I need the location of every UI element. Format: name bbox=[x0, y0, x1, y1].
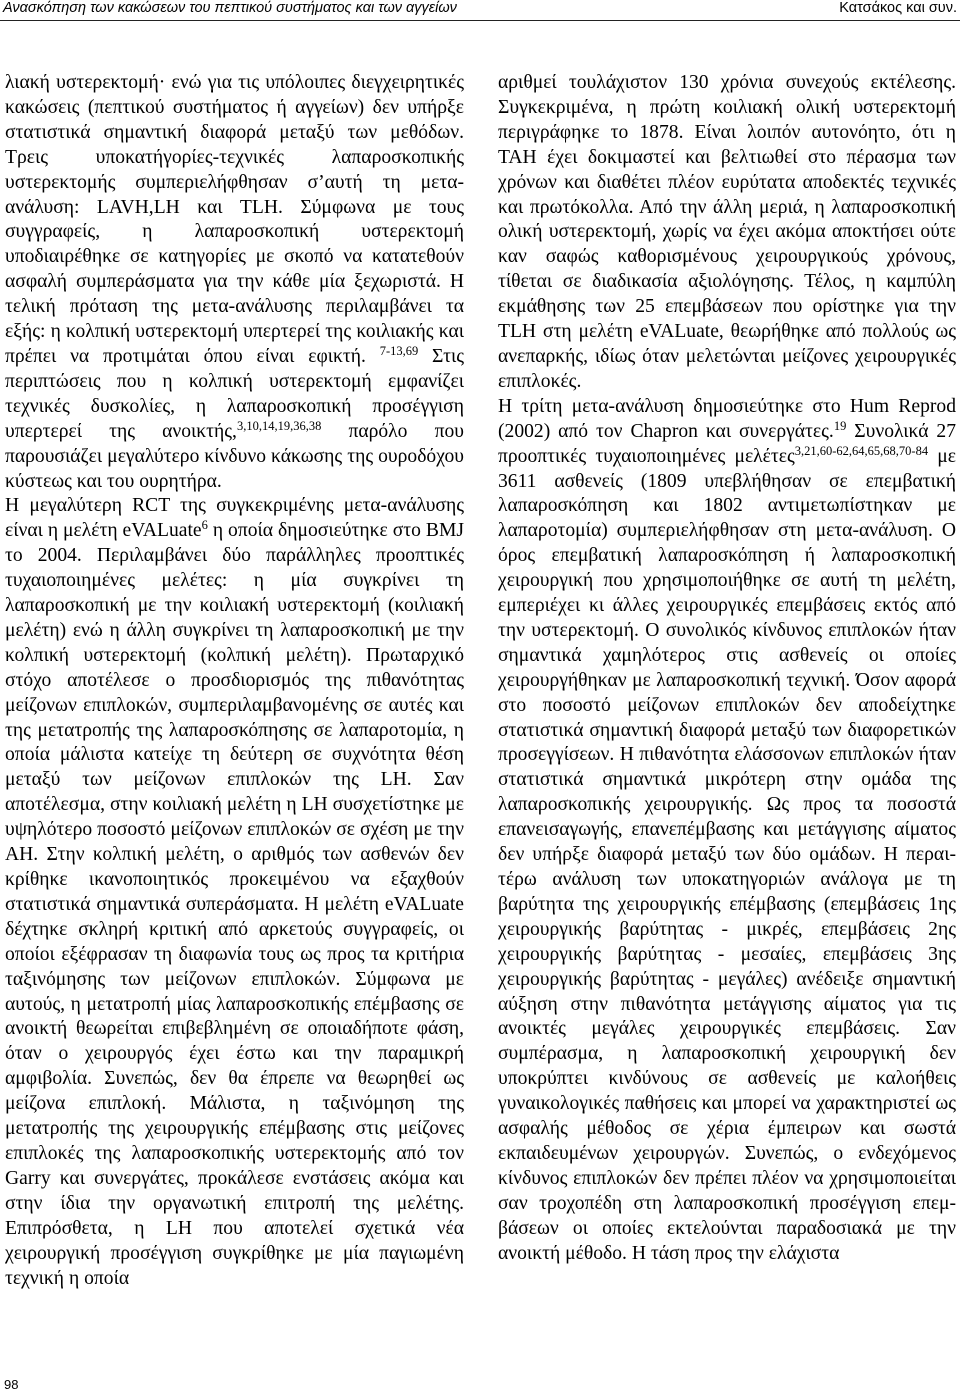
citation-superscript: 3,21,60-62,64,65,68,70-84 bbox=[794, 443, 929, 458]
paragraph bbox=[5, 494, 464, 1291]
citation-superscript: 19 bbox=[833, 418, 847, 433]
paragraph bbox=[5, 71, 464, 494]
text-run: με 3611 ασθενείς (1809 υπεβλήθησαν σε επεμβατική λαπαροσκόπηση και 1802 αντιμετωπίστηκαν με λαπαροτομία) συμπεριελήφθησαν στη μετα-ανάλυση. Ο όρος επεμβατική λαπαροσκόπηση ή λαπαροσκοπική χειρουργική που χρησιμοποιήθηκε σε αυτή τη μελέτη, εμπεριέχει κι άλλες χειρουργικές επεμβάσεις εκτός από την υστερεκτομή. Ο συνολικός κίνδυνος επιπλοκών ήταν σημαντικά χαμηλότερος στις ασθενείς οι οποίες χειρουργήθηκαν με λαπαροσκοπική τεχνική. Όσον αφορά στο ποσοστό μείζονων επιπλοκών δεν αποδείχτηκε στατιστικά σημαντική διαφορά μεταξύ των διαφορετικών προσεγγίσεων. Η πιθανότητα ελάσσονων επιπλοκών ήταν στατιστικά σημαντικά μικρότερη στην ομάδα της λαπαροσκοπικής χειρουργικής. Ως προς τα ποσοστά επανεισαγωγής, επανεπέμβασης και μετάγγισης αίματος δεν υπήρξε διαφορά μεταξύ των δύο ομάδων. Η περαιτέρω ανάλυση των υποκατηγοριών ανάλογα με τη βαρύτητα της χειρουργικής επέμβασης (επεμβάσεις 1ης χειρουργικής βαρύτητας - μικρές, επεμβάσεις 2ης χειρουργικής βαρύτητας - μεσαίες, επεμβάσεις 3ης χειρουργικής βαρύτητας - μεγάλες) ανέδειξε σημαντική αύξηση στην πιθανότητα μετάγγισης αίματος για τις ανοικτές μεγάλες χειρουργικές επεμβάσεις. Σαν συμπέρασμα, η λαπαροσκοπική χειρουργική δεν υποκρύπτει κινδύνους σε ασθενείς με καλοήθεις γυναικολογικές παθήσεις και μπορεί να χαρακτηριστεί ως ασφαλής μέθοδος σε χέρια έμπειρων και σωστά εκπαιδευμένων χειρουργών. Συνεπώς, ο ενδεχόμενος κίνδυνος επιπλοκών δεν πρέπει πλέον να χρησιμοποιείται σαν τροχοπέδη στη λαπαροσκοπική προσέγγιση επεμβάσεων οι οποίες εκτελούνται παραδοσιακά με την ανοικτή μέθοδο. Η τάση προς την ελάχιστα bbox=[498, 445, 956, 1264]
page-number: 98 bbox=[4, 1377, 19, 1392]
running-header bbox=[0, 0, 960, 21]
left-column bbox=[5, 71, 464, 1291]
text-run: Συνολικά 27 προοπτικές τυχαιοποιημένες μελέτες bbox=[498, 420, 956, 467]
citation-superscript: 6 bbox=[201, 518, 208, 533]
running-title: Ανασκόπηση των κακώσεων του πεπτικού συστήματος και των αγγείων bbox=[3, 0, 457, 16]
citation-superscript: 7-13,69 bbox=[379, 343, 419, 358]
paragraph bbox=[498, 395, 956, 1267]
running-authors: Κατσάκος και συν. bbox=[839, 0, 957, 16]
paragraph bbox=[498, 71, 956, 395]
text-run: αριθμεί τουλάχιστον 130 χρόνια συνεχούς εκτέλεσης. Συγκεκριμένα, η πρώτη κοιλιακή ολική υστερεκτομή περιγράφηκε το 1878. Είναι λοιπόν αυτονόητο, ότι η TAH έχει δοκιμαστεί και βελτιωθεί στο πέρασμα των χρόνων και διαθέτει πλέον ευρύτατα αποδεκτές τεχνικές και πρωτόκολλα. Από την άλλη μεριά, η λαπαροσκοπική ολική υστερεκτομή, χωρίς να έχει ακόμα αποκτήσει ούτε καν σαφώς καθορισμένους χειρουργικούς χρόνους, τίθεται σε διαδικασία αξιολόγησης. Τέλος, η καμπύλη εκμάθησης των 25 επεμβάσεων που ορίστηκε για την TLH στη μελέτη eVALuate, θεωρήθηκε από πολλούς ως ανεπαρκής, ιδίως όταν μελετώνται μείζονες χειρουργικές επιπλοκές. bbox=[498, 72, 956, 392]
text-run: λιακή υστερεκτομή· ενώ για τις υπόλοιπες διεγχειρητικές κακώσεις (πεπτικού συστήματος ή αγγείων) δεν υπήρξε στατιστικά σημαντική διαφορά μεταξύ των μεθόδων. Τρεις υποκατήγορίες-τεχνικές λαπαροσκοπικής υστερεκτομής συμπεριελήφθησαν σ’αυτή τη μετα-ανάλυση: LAVH,LH και TLH. Σύμφωνα με τους συγγραφείς, η λαπαροσκοπική υστερεκτομή υποδιαιρέθηκε σε κατηγορίες με σκοπό να κατατεθούν ασφαλή συμπεράσματα για την κάθε μία ξεχωριστά. Η τελική πρόταση της μετα-ανάλυσης περιλαμβάνει τα εξής: η κολπική υστερεκτομή υπερτερεί της κοιλιακής και πρέπει να προτιμάται όπου είναι εφικτή. bbox=[5, 72, 464, 367]
right-column bbox=[498, 71, 956, 1267]
text-run: Η μεγαλύτερη RCT της συγκεκριμένης μετα-ανάλυσης είναι η μελέτη eVALuate bbox=[5, 495, 464, 542]
text-run: παρόλο που παρουσιάζει μεγαλύτερο κίνδυνο κάκωσης της ουροδόχου κύστεως και του ουρητήρα. bbox=[5, 420, 464, 492]
text-run: η οποία δημοσιεύτηκε στο BMJ το 2004. Περιλαμβάνει δύο παράλληλες προοπτικές τυχαιοποιημένες μελέτες: η μία συγκρίνει τη λαπαροσκοπική με την κοιλιακή υστερεκτομή (κοιλιακή μελέτη) ενώ η άλλη συγκρίνει τη λαπαροσκοπική με την κολπική υστερεκτομή (κολπική μελέτη). Πρωταρχικό στόχο αποτέλεσε ο προσδιορισμός της πιθανότητας μείζονων επιπλοκών, συμπεριλαμβανομένης σε αυτές και της μετατροπής της λαπαροσκόπησης σε λαπαροτομία, η οποία μάλιστα κατείχε τη δεύτερη σε συχνότητα θέση μεταξύ των μείζονων επιπλοκών της LH. Σαν αποτέλεσμα, στην κοιλιακή μελέτη η LH συσχετίστηκε με υψηλότερο ποσοστό μείζονων επιπλοκών σε σχέση με την AH. Στην κολπική μελέτη, ο αριθμός των ασθενών δεν κρίθηκε ικανοποιητικός προκειμένου να εξαχθούν στατιστικά σημαντικά συπεράσματα. Η μελέτη eVALuate δέχτηκε σκληρή κριτική από αρκετούς συγγραφείς, οι οποίοι εξέφρασαν τη διαφωνία τους ως προς τα κριτήρια ταξινόμησης των μείζονων επιπλοκών. Σύμφωνα με αυτούς, η μετατροπή μίας λαπαροσκοπικής επέμβασης σε ανοικτή θεωρείται επιβεβλημένη σε οποιαδήποτε φάση, όταν ο χειρουργός έχει έστω και την παραμικρή αμφιβολία. Συνεπώς, δεν θα έπρεπε να θεωρηθεί ως μείζονα επιπλοκή. Μάλιστα, η ταξινόμηση της μετατροπής της χειρουργικής επέμβασης στις μείζονες επιπλοκές της λαπαροσκοπικής υστερεκτομής από τον Garry και συνεργάτες, προκάλεσε ενστάσεις ακόμα και στην ίδια την οργανωτική επιτροπή της μελέτης. Επιπρόσθετα, η LH που αποτελεί σχετικά νέα χειρουργική προσέγγιση συγκρίθηκε με μία παγιωμένη τεχνική η οποία bbox=[5, 520, 464, 1289]
citation-superscript: 3,10,14,19,36,38 bbox=[236, 418, 322, 433]
text-run: Στις περιπτώσεις που η κολπική υστερεκτομή εμφανίζει τεχνικές δυσκολίες, η λαπαροσκοπική προσέγγιση υπερτερεί της ανοικτής, bbox=[5, 345, 464, 442]
text-run: Η τρίτη μετα-ανάλυση δημοσιεύτηκε στο Hum Reprod (2002) από τον Chapron και συνεργάτες. bbox=[498, 395, 956, 442]
